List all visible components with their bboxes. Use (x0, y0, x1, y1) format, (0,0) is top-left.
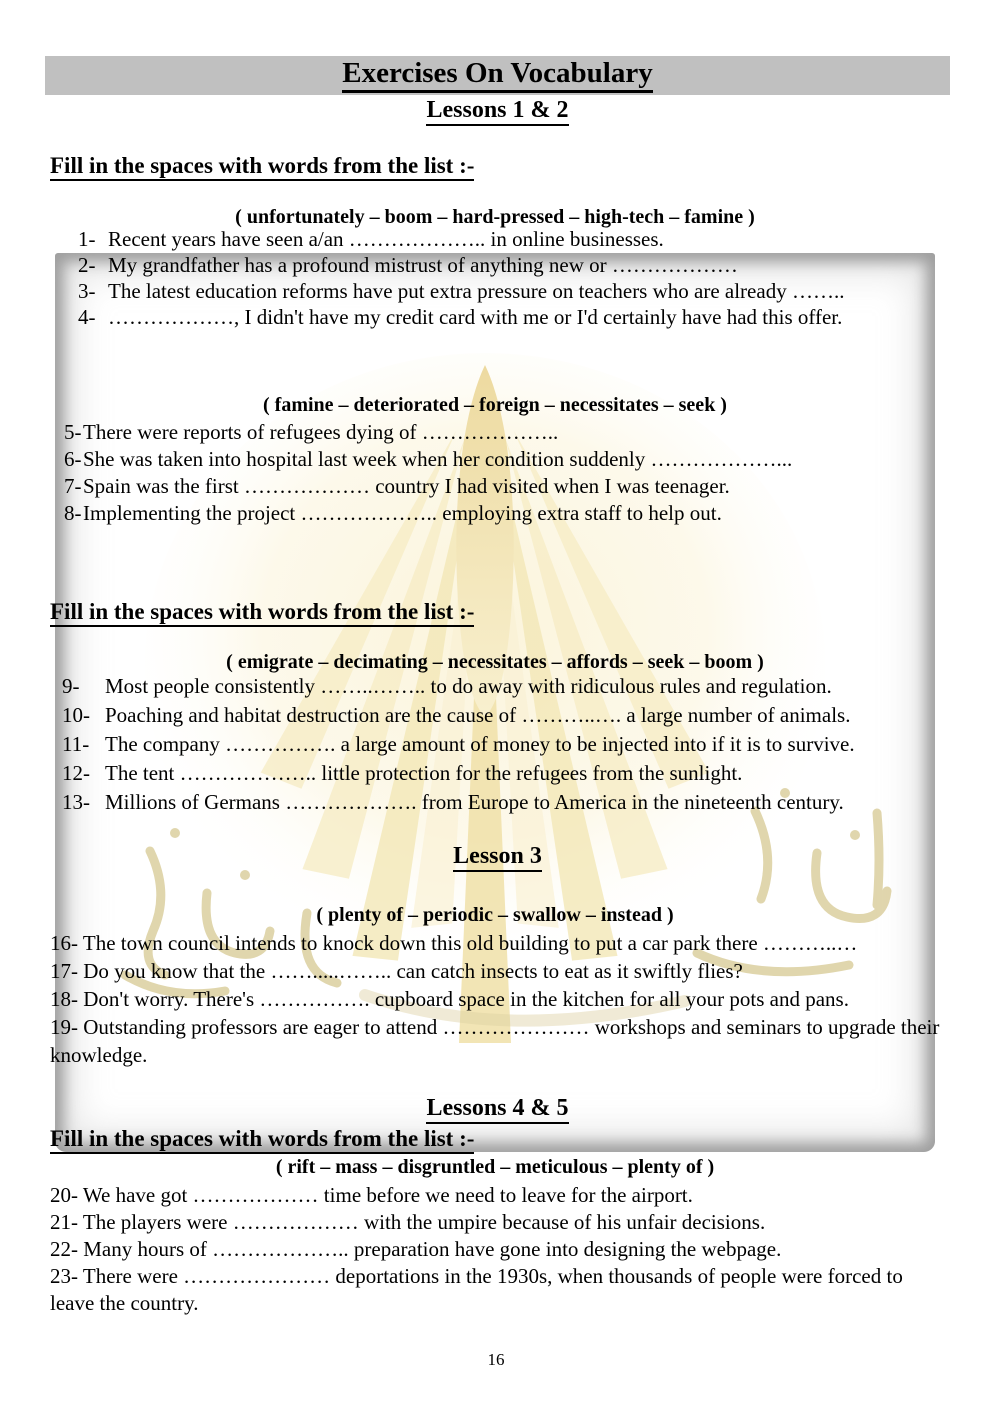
exercise-item (78, 304, 940, 330)
exercise-item (50, 929, 942, 957)
exercise-item (78, 278, 940, 304)
item-text: Millions of Germans ………………. from Europe to America in the nineteenth century. (105, 790, 844, 814)
item-text: My grandfather has a profound mistrust of anything new or ……………… (108, 253, 738, 277)
item-number: 13- (62, 790, 90, 814)
item-number: 10- (62, 703, 90, 727)
item-number: 3- (78, 279, 96, 303)
item-text: She was taken into hospital last week when her condition suddenly ………………... (83, 447, 793, 471)
item-text: The tent ……………….. little protection for the refugees from the sunlight. (105, 761, 743, 785)
item-number: 20- (50, 1183, 78, 1207)
item-number: 18- (50, 987, 78, 1011)
word-list-4: ( plenty of – periodic – swallow – instead ) (316, 904, 674, 926)
item-text: Most people consistently ……..…….. to do away with ridiculous rules and regulation. (105, 674, 832, 698)
item-text: Many hours of ……………….. preparation have gone into designing the webpage. (83, 1237, 782, 1261)
item-text: The town council intends to knock down this old building to put a car park there ………..… (82, 931, 858, 955)
title-bar (45, 56, 950, 95)
item-number: 7- (64, 474, 82, 498)
exercise-item (50, 1236, 942, 1263)
exercise-item (64, 500, 940, 527)
item-number: 21- (50, 1210, 78, 1234)
item-text: The latest education reforms have put extra pressure on teachers who are already …….. (108, 279, 845, 303)
exercise-item (62, 701, 940, 730)
exercise-item (62, 788, 940, 817)
exercise-item (50, 1209, 942, 1236)
instruction-heading-2: Fill in the spaces with words from the list :- (50, 599, 474, 625)
item-number: 17- (50, 959, 78, 983)
item-text: Outstanding professors are eager to attend ………………… workshops and seminars to upgrade their knowledge. (50, 1015, 940, 1067)
exercise-5-items (50, 1182, 942, 1317)
item-text: We have got ……………… time before we need to leave for the airport. (82, 1183, 693, 1207)
item-number: 9- (62, 674, 80, 698)
exercise-item (62, 759, 940, 788)
item-number: 1- (78, 227, 96, 251)
item-number: 5- (64, 420, 82, 444)
exercise-item (78, 226, 940, 252)
exercise-item (50, 985, 942, 1013)
item-number: 2- (78, 253, 96, 277)
item-number: 22- (50, 1237, 78, 1261)
exercise-1-items (78, 226, 940, 330)
item-text: There were reports of refugees dying of ……………….. (83, 420, 559, 444)
word-list-3: ( emigrate – decimating – necessitates – affords – seek – boom ) (226, 651, 764, 673)
word-list-2: ( famine – deteriorated – foreign – necessitates – seek ) (263, 394, 727, 416)
item-number: 23- (50, 1264, 78, 1288)
item-number: 11- (62, 732, 90, 756)
item-text: The players were ……………… with the umpire because of his unfair decisions. (82, 1210, 766, 1234)
exercise-item (78, 252, 940, 278)
item-number: 6- (64, 447, 82, 471)
exercise-3-items (62, 672, 940, 817)
item-text: Don't worry. There's ……………. cupboard space in the kitchen for all your pots and pans. (83, 987, 849, 1011)
item-text: Do you know that the …….....…….. can catch insects to eat as it swiftly flies? (83, 959, 743, 983)
item-text: ………………, I didn't have my credit card with me or I'd certainly have had this offer. (108, 305, 843, 329)
item-text: Recent years have seen a/an ……………….. in online businesses. (108, 227, 664, 251)
exercise-item (50, 957, 942, 985)
item-number: 12- (62, 761, 90, 785)
exercise-item (64, 446, 940, 473)
item-text: Implementing the project ……………….. employing extra staff to help out. (83, 501, 722, 525)
item-text: The company ……………. a large amount of money to be injected into if it is to survive. (105, 732, 855, 756)
word-list-1: ( unfortunately – boom – hard-pressed – high-tech – famine ) (235, 206, 755, 228)
exercise-item (62, 730, 940, 759)
exercise-item (64, 419, 940, 446)
item-text: Spain was the first ……………… country I had visited when I was teenager. (83, 474, 730, 498)
item-number: 8- (64, 501, 82, 525)
page-title: Exercises On Vocabulary (342, 59, 652, 93)
instruction-heading-3: Fill in the spaces with words from the list :- (50, 1126, 474, 1152)
exercise-item (64, 473, 940, 500)
exercise-item (50, 1263, 942, 1317)
exercise-4-items (50, 929, 942, 1069)
heading-lessons-1-2: Lessons 1 & 2 (45, 97, 950, 124)
exercise-item (50, 1182, 942, 1209)
exercise-item (62, 672, 940, 701)
item-text: Poaching and habitat destruction are the cause of ………..…. a large number of animals. (105, 703, 851, 727)
heading-lessons-4-5: Lessons 4 & 5 (45, 1095, 950, 1122)
item-number: 19- (50, 1015, 78, 1039)
page-number: 16 (487, 1350, 505, 1369)
exercise-2-items (64, 419, 940, 527)
instruction-heading-1: Fill in the spaces with words from the list :- (50, 153, 474, 179)
exercise-item (50, 1013, 942, 1069)
word-list-5: ( rift – mass – disgruntled – meticulous – plenty of ) (275, 1156, 715, 1178)
item-text: There were ………………… deportations in the 1930s, when thousands of people were forced to leave the country. (50, 1264, 903, 1315)
item-number: 4- (78, 305, 96, 329)
item-number: 16- (50, 931, 78, 955)
heading-lesson-3: Lesson 3 (45, 843, 950, 870)
